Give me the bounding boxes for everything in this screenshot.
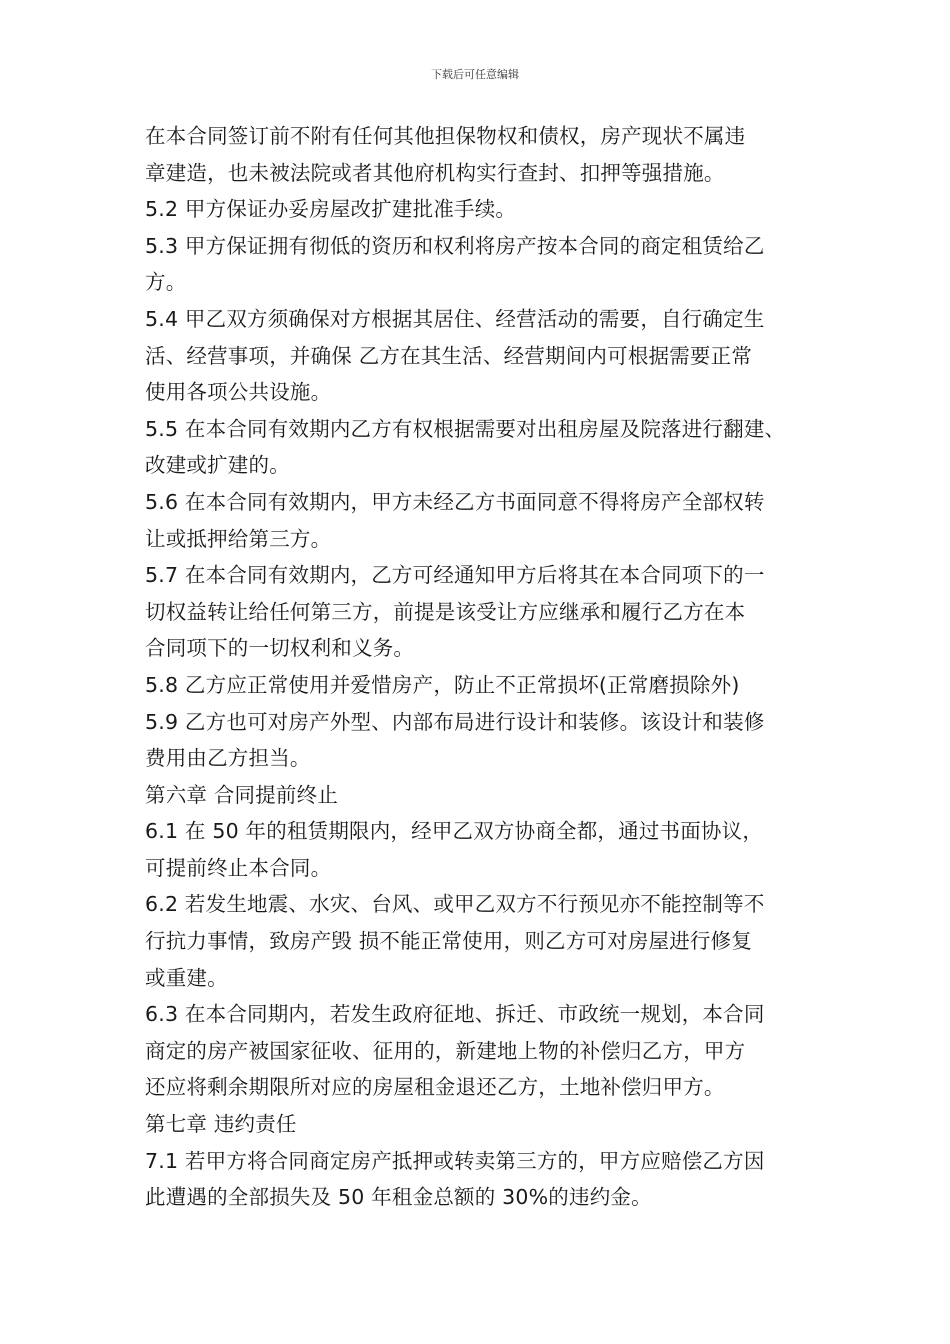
text-line: 改建或扩建的。 [145,453,290,478]
clause-5-9: 5.9 乙方也可对房产外型、内部布局进行设计和装修。该设计和装修 [145,709,765,734]
clause-7-1: 7.1 若甲方将合同商定房产抵押或转卖第三方的，甲方应赔偿乙方因 [145,1148,765,1173]
text-line: 可提前终止本合同。 [145,855,332,880]
text-line: 切权益转让给任何第三方，前提是该受让方应继承和履行乙方在本 [145,599,746,624]
text-line: 活、经营事项，并确保 乙方在其生活、经营期间内可根据需要正常 [145,343,753,368]
text-line: 费用由乙方担当。 [145,746,311,771]
clause-5-5: 5.5 在本合同有效期内乙方有权根据需要对出租房屋及院落进行翻建、 [145,416,786,441]
clause-5-4: 5.4 甲乙双方须确保对方根据其居住、经营活动的需要，自行确定生 [145,306,765,331]
text-line: 让或抵押给第三方。 [145,526,332,551]
page-header: 下载后可任意编辑 [431,68,519,81]
clause-5-7: 5.7 在本合同有效期内，乙方可经通知甲方后将其在本合同项下的一 [145,563,765,588]
text-line: 使用各项公共设施。 [145,380,332,405]
text-line: 在本合同签订前不附有任何其他担保物权和债权，房产现状不属违 [145,124,746,148]
text-line: 还应将剩余期限所对应的房屋租金退还乙方，土地补偿归甲方。 [145,1075,725,1100]
text-line: 行抗力事情，致房产毁 损不能正常使用，则乙方可对房屋进行修复 [145,929,753,954]
text-line: 或重建。 [145,965,228,990]
clause-6-2: 6.2 若发生地震、水灾、台风、或甲乙双方不行预见亦不能控制等不 [145,892,765,917]
clause-5-3: 5.3 甲方保证拥有彻低的资历和权利将房产按本合同的商定租赁给乙 [145,233,765,258]
chapter-6-heading: 第六章 合同提前终止 [145,782,339,807]
text-line: 方。 [145,270,187,295]
document-body [145,118,815,1216]
text-line: 章建造，也未被法院或者其他府机构实行查封、扣押等强措施。 [145,160,725,185]
text-line: 合同项下的一切权利和义务。 [145,636,415,661]
chapter-7-heading: 第七章 违约责任 [145,1112,297,1137]
clause-6-1: 6.1 在 50 年的租赁期限内，经甲乙双方协商全都，通过书面协议， [145,819,764,844]
text-line: 商定的房产被国家征收、征用的，新建地上物的补偿归乙方，甲方 [145,1038,746,1063]
clause-5-2: 5.2 甲方保证办妥房屋改扩建批准手续。 [145,197,517,222]
clause-6-3: 6.3 在本合同期内，若发生政府征地、拆迁、市政统一规划，本合同 [145,1002,765,1027]
clause-5-6: 5.6 在本合同有效期内，甲方未经乙方书面同意不得将房产全部权转 [145,489,765,514]
text-line: 此遭遇的全部损失及 50 年租金总额的 30%的违约金。 [145,1185,652,1210]
clause-5-8: 5.8 乙方应正常使用并爱惜房产，防止不正常损坏(正常磨损除外) [145,672,740,697]
